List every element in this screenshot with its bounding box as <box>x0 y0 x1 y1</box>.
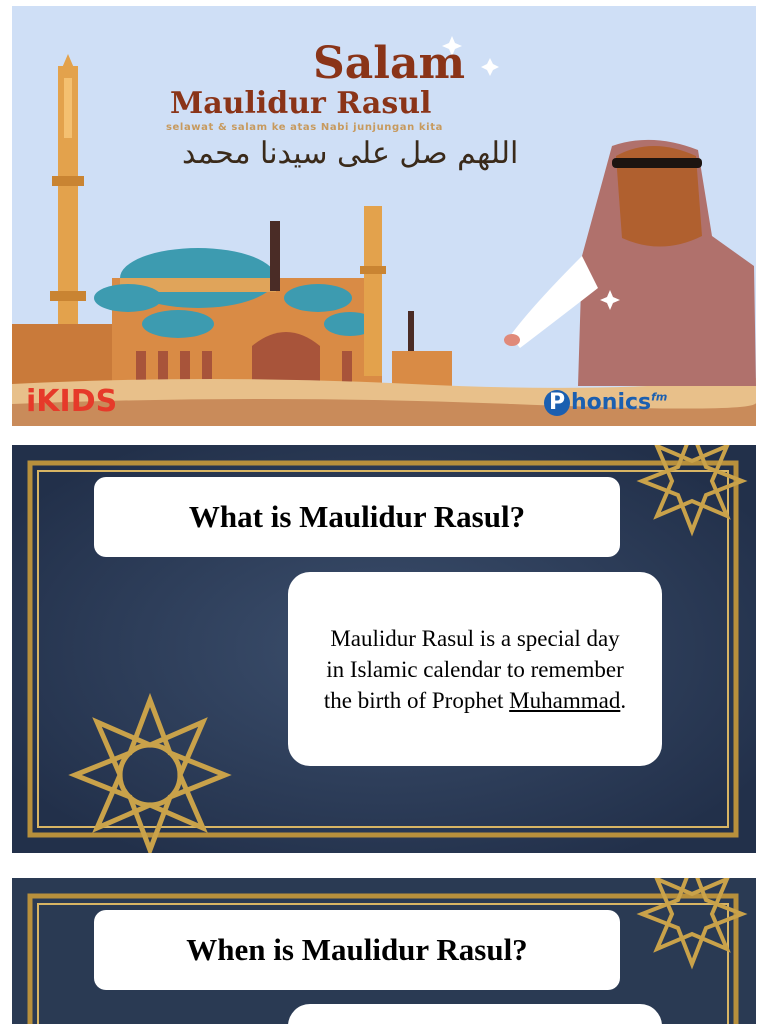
event-title: Maulidur Rasul <box>170 86 432 121</box>
question-card: When is Maulidur Rasul? <box>94 910 620 990</box>
greeting-slide <box>12 6 756 426</box>
answer-line: Maulidur Rasul is a special day <box>330 625 620 651</box>
answer-card <box>288 1004 662 1024</box>
answer-line: in Islamic calendar to remember <box>326 656 624 682</box>
arabic-calligraphy: اللهم صل على سيدنا محمد <box>182 136 519 171</box>
question-slide-what <box>12 445 756 853</box>
phonics-logo: P honics$^{fm}$ <box>544 390 667 416</box>
greeting-title: Salam <box>312 38 466 89</box>
question-slide-when <box>12 878 756 1024</box>
prophet-name-link: Muhammad <box>509 687 621 713</box>
question-card: What is Maulidur Rasul? <box>94 477 620 557</box>
answer-card: Maulidur Rasul is a special day in Islamic calendar to remember the birth of Prophet Muhammad. <box>288 572 662 766</box>
ikids-logo: iKIDS <box>26 384 118 419</box>
greeting-subtitle: selawat & salam ke atas Nabi junjungan kita <box>166 122 443 133</box>
answer-line: the birth of Prophet <box>323 687 510 713</box>
